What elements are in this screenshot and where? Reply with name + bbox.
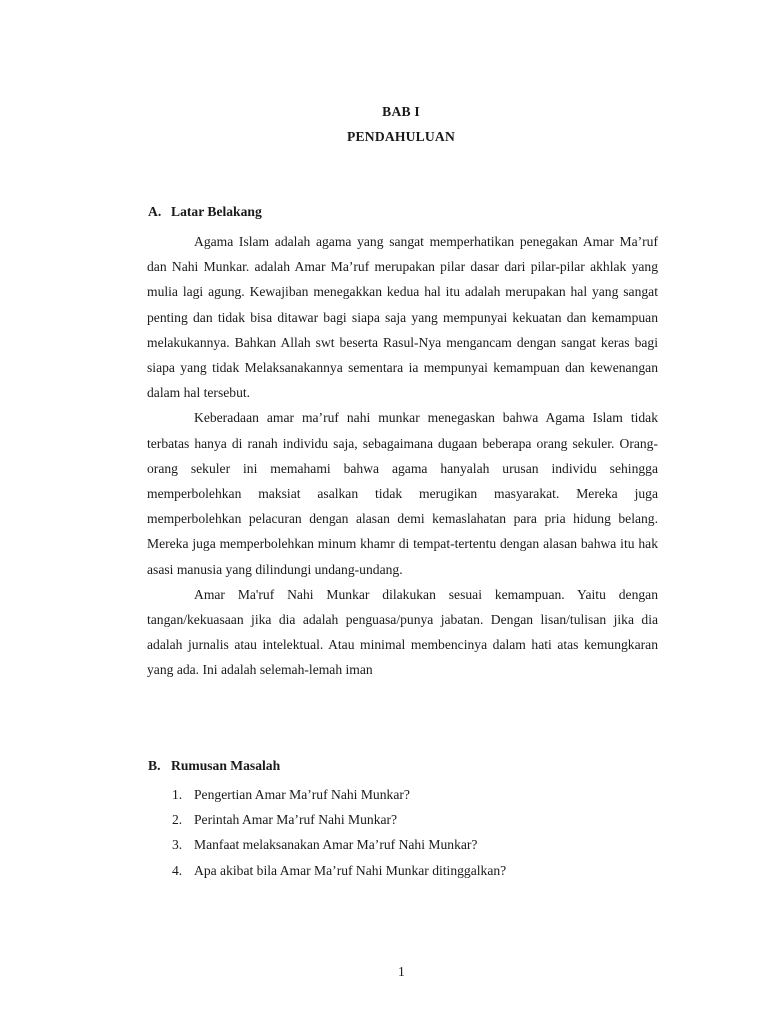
list-text: Perintah Amar Ma’ruf Nahi Munkar?	[194, 812, 398, 828]
list-text: Manfaat melaksanakan Amar Ma’ruf Nahi Munkar?	[194, 837, 478, 853]
paragraph: Agama Islam adalah agama yang sangat memperhatikan penegakan Amar Ma’ruf dan Nahi Munkar. adalah Amar Ma’ruf merupakan pilar dasar dari pilar-pilar akhlak yang mulia lagi agung. Kewajiban menegakkan kedua hal itu adalah merupakan hal yang sangat penting dan tidak bisa ditawar bagi siapa saja yang mempunyai kekuatan dan kemampuan melakukannya. Bahkan Allah swt beserta Rasul-Nya mengancam dengan sangat keras bagi siapa yang tidak Melaksanakannya sementara ia mempunyai kemampuan dan kewenangan dalam hal tersebut.	[147, 234, 658, 401]
section-title: Rumusan Masalah	[171, 758, 281, 773]
section-heading-rumusan-masalah	[148, 758, 280, 774]
chapter-title: PENDAHULUAN	[347, 129, 455, 144]
chapter-number: BAB I	[382, 104, 420, 119]
list-text: Apa akibat bila Amar Ma’ruf Nahi Munkar ditinggalkan?	[194, 862, 507, 878]
list-text: Pengertian Amar Ma’ruf Nahi Munkar?	[194, 787, 410, 802]
list-item	[172, 807, 506, 832]
list-number: 1.	[172, 787, 183, 802]
list-item	[172, 832, 506, 857]
paragraph: Amar Ma'ruf Nahi Munkar dilakukan sesuai kemampuan. Yaitu dengan tangan/kekuasaan jika dia adalah penguasa/punya jabatan. Dengan lisan/tulisan jika dia adalah jurnalis atau intelektual. Atau minimal membencinya dalam hati atas kemungkaran yang ada. Ini adalah selemah-lemah iman	[147, 586, 658, 678]
section-heading-latar-belakang	[148, 204, 262, 220]
list-item	[172, 858, 506, 883]
list-number: 3.	[172, 837, 183, 853]
list-number: 2.	[172, 812, 183, 828]
page-number: 1	[398, 964, 405, 979]
section-letter: A.	[148, 204, 162, 219]
list-number: 4.	[172, 862, 183, 878]
list-item	[172, 782, 506, 807]
paragraph: Keberadaan amar ma’ruf nahi munkar menegaskan bahwa Agama Islam tidak terbatas hanya di ranah individu saja, sebagaimana dugaan beberapa orang sekuler. Orang-orang sekuler ini memahami bahwa agama hanyalah urusan individu sehingga memperbolehkan maksiat asalkan tidak merugikan masyarakat. Mereka juga memperbolehkan pelacuran dengan alasan demi kemaslahatan para pria hidung belang. Mereka juga memperbolehkan minum khamr di tempat-tertentu dengan alasan bahwa itu hak asasi manusia yang dilindungi undang-undang.	[147, 410, 658, 577]
section-body-latar-belakang	[147, 229, 658, 683]
section-title: Latar Belakang	[171, 204, 262, 219]
problem-list	[172, 782, 506, 883]
section-letter: B.	[148, 758, 161, 773]
